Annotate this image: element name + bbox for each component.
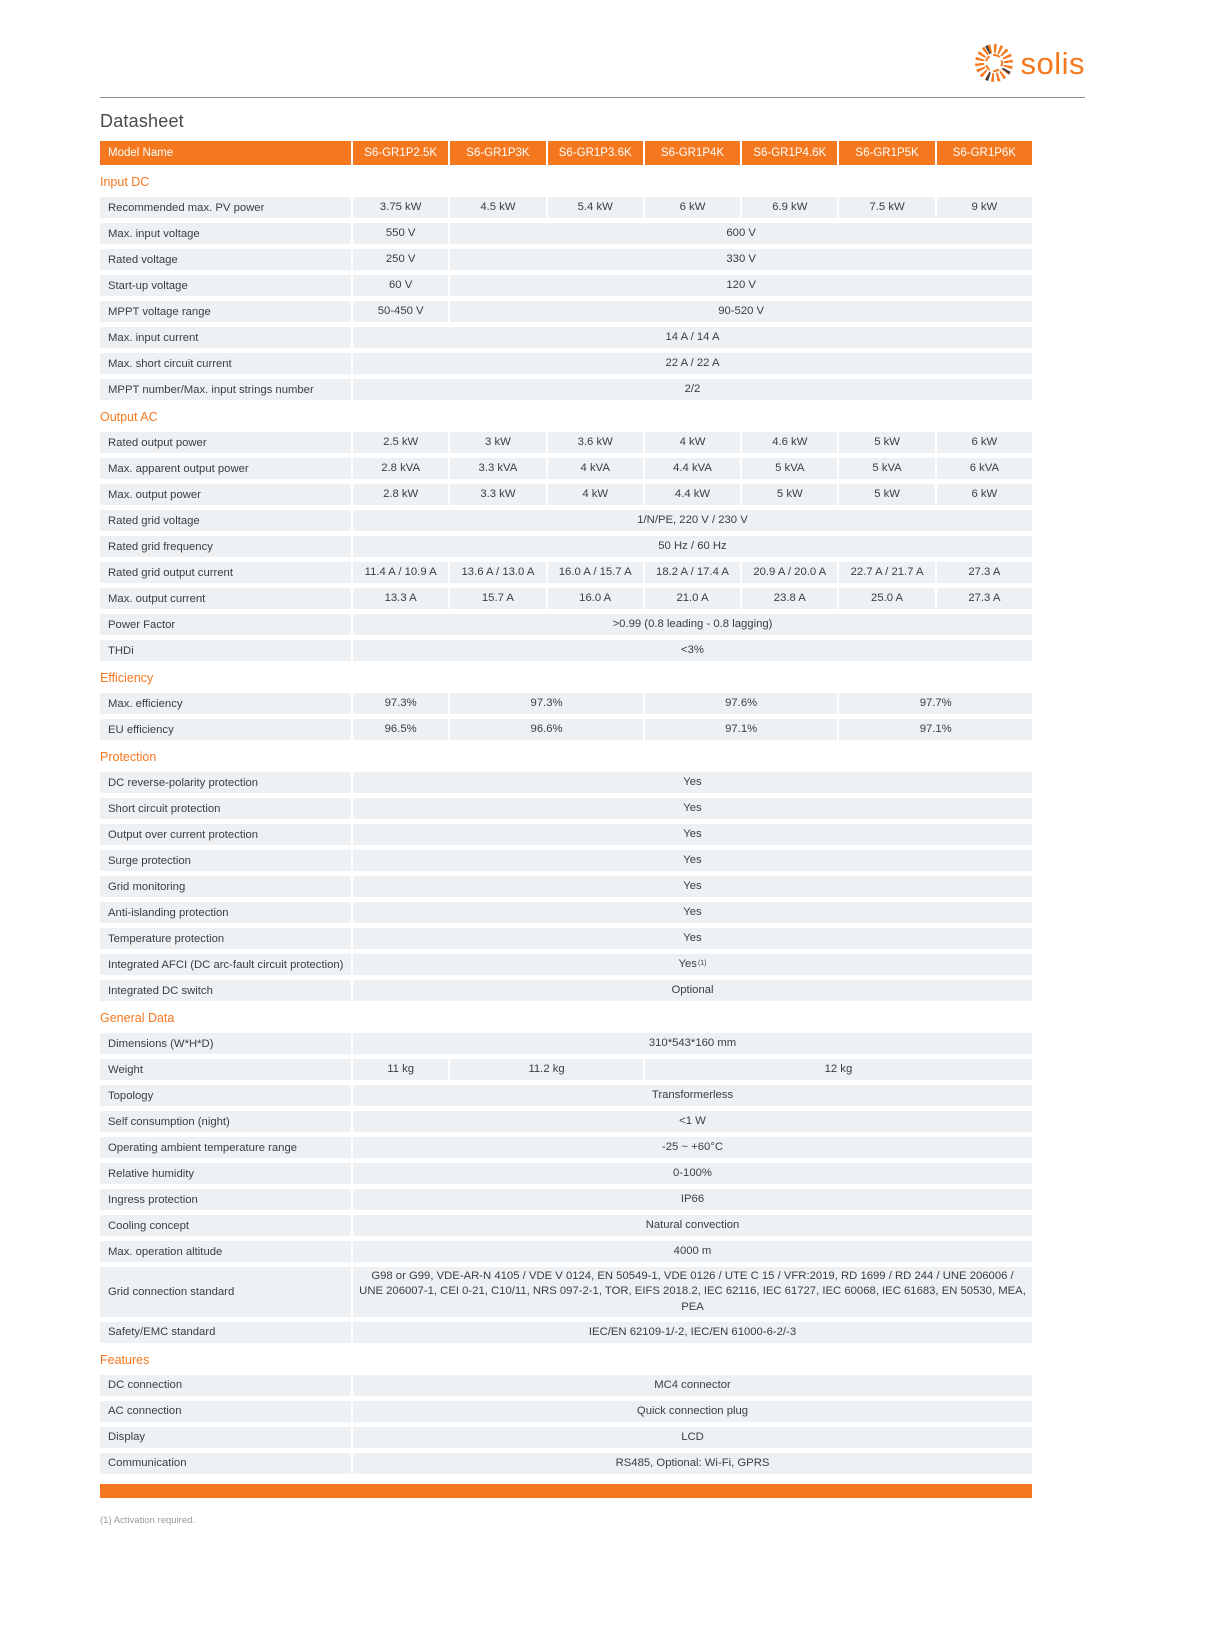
spec-value xyxy=(937,458,1032,479)
spec-value-text: 600 V xyxy=(726,226,756,239)
section-title: Features xyxy=(100,1352,150,1367)
spec-value xyxy=(645,588,740,609)
spec-label: Max. input current xyxy=(100,327,351,348)
spec-value-text: 23.8 A xyxy=(773,591,806,604)
spec-value xyxy=(353,510,1032,531)
spec-value-text: Yes xyxy=(678,957,697,970)
spec-value xyxy=(353,301,448,322)
spec-row xyxy=(100,1375,1032,1396)
spec-row xyxy=(100,197,1032,218)
spec-label: Short circuit protection xyxy=(100,798,351,819)
spec-value xyxy=(353,719,448,740)
spec-value-text: 15.7 A xyxy=(481,591,514,604)
spec-label: Ingress protection xyxy=(100,1189,351,1210)
spec-value xyxy=(548,484,643,505)
section-title: Efficiency xyxy=(100,671,154,685)
spec-value-text: 16.0 A / 15.7 A xyxy=(558,565,632,578)
spec-value xyxy=(353,1085,1032,1106)
spec-value-text: 18.2 A / 17.4 A xyxy=(656,565,729,578)
spec-row xyxy=(100,902,1032,923)
spec-value-text: 4.4 kVA xyxy=(673,461,712,474)
spec-value-text: 16.0 A xyxy=(579,591,612,604)
spec-value xyxy=(353,1267,1032,1317)
spec-value-text: 50 Hz / 60 Hz xyxy=(658,539,727,552)
spec-value xyxy=(353,249,448,270)
spec-value-text: 6 kW xyxy=(971,435,998,448)
model-name-header: Model Name xyxy=(100,141,351,165)
spec-value-text: 0-100% xyxy=(673,1166,712,1179)
spec-value xyxy=(839,432,934,453)
spec-label: Temperature protection xyxy=(100,928,351,949)
spec-label: Max. output current xyxy=(100,588,351,609)
spec-row xyxy=(100,223,1032,244)
spec-value-text: 50-450 V xyxy=(377,304,424,317)
spec-value xyxy=(353,1453,1032,1474)
spec-value xyxy=(353,1322,1032,1343)
page-title: Datasheet xyxy=(100,111,184,131)
spec-label: Max. output power xyxy=(100,484,351,505)
section-title: Input DC xyxy=(100,175,150,189)
spec-value-text: 5 kVA xyxy=(775,461,805,474)
page-header xyxy=(100,44,1085,82)
spec-value-text: 310*543*160 mm xyxy=(648,1036,737,1049)
spec-row xyxy=(100,824,1032,845)
spec-value xyxy=(839,484,934,505)
spec-value xyxy=(645,1059,1032,1080)
spec-label: EU efficiency xyxy=(100,719,351,740)
spec-value-text: 97.7% xyxy=(919,696,952,709)
spec-label: Topology xyxy=(100,1085,351,1106)
spec-value-text: 2/2 xyxy=(684,382,701,395)
spec-value-text: 3.75 kW xyxy=(379,200,422,213)
spec-value xyxy=(353,1401,1032,1422)
spec-label: Relative humidity xyxy=(100,1163,351,1184)
spec-label: Rated grid output current xyxy=(100,562,351,583)
spec-value xyxy=(353,798,1032,819)
solis-wordmark: solis xyxy=(1020,45,1085,81)
spec-value-text: 5 kW xyxy=(776,487,803,500)
spec-label: Max. input voltage xyxy=(100,223,351,244)
solis-logo xyxy=(975,44,1085,82)
spec-row xyxy=(100,275,1032,296)
spec-value-text: <1 W xyxy=(679,1114,706,1127)
spec-row xyxy=(100,1085,1032,1106)
spec-value-text: 11 kg xyxy=(387,1062,415,1075)
spec-row xyxy=(100,928,1032,949)
spec-value-text: Yes xyxy=(683,853,702,866)
spec-table xyxy=(100,175,1208,1474)
spec-value xyxy=(937,432,1032,453)
spec-value xyxy=(450,301,1032,322)
spec-row xyxy=(100,1163,1032,1184)
spec-value-text: 22 A / 22 A xyxy=(665,356,720,369)
spec-value-text: 97.1% xyxy=(919,722,952,735)
spec-label: Start-up voltage xyxy=(100,275,351,296)
spec-value-text: 4000 m xyxy=(673,1244,712,1257)
spec-value-text: MC4 connector xyxy=(654,1378,731,1391)
spec-value xyxy=(353,824,1032,845)
spec-value xyxy=(450,275,1032,296)
spec-label: Communication xyxy=(100,1453,351,1474)
spec-value-text: 4 kW xyxy=(679,435,706,448)
spec-value-text: 97.1% xyxy=(725,722,758,735)
spec-value-text: 4 kW xyxy=(582,487,609,500)
spec-value xyxy=(742,432,837,453)
spec-value xyxy=(450,249,1032,270)
spec-label: Operating ambient temperature range xyxy=(100,1137,351,1158)
spec-row xyxy=(100,379,1032,400)
model-column-header: S6-GR1P4K xyxy=(645,141,740,165)
spec-label: Safety/EMC standard xyxy=(100,1322,351,1343)
spec-value-text: Natural convection xyxy=(645,1218,740,1231)
spec-value xyxy=(548,562,643,583)
spec-value xyxy=(645,693,838,714)
spec-value-text: 21.0 A xyxy=(676,591,709,604)
spec-value-text: >0.99 (0.8 leading - 0.8 lagging) xyxy=(612,617,773,630)
spec-value-text: 60 V xyxy=(389,278,413,291)
spec-value-text: 96.5% xyxy=(384,722,417,735)
spec-value xyxy=(353,1375,1032,1396)
spec-row xyxy=(100,1401,1032,1422)
spec-value-text: 11.2 kg xyxy=(528,1062,565,1075)
spec-value xyxy=(450,223,1032,244)
spec-value-text: 3.3 kVA xyxy=(478,461,518,474)
spec-label: Max. apparent output power xyxy=(100,458,351,479)
spec-row xyxy=(100,693,1032,714)
spec-label: AC connection xyxy=(100,1401,351,1422)
solis-sun-icon xyxy=(975,44,1013,82)
spec-row xyxy=(100,458,1032,479)
spec-value-text: 97.3% xyxy=(384,696,417,709)
spec-value-text: RS485, Optional: Wi-Fi, GPRS xyxy=(615,1456,770,1469)
spec-value xyxy=(548,432,643,453)
spec-value xyxy=(742,458,837,479)
spec-value xyxy=(742,588,837,609)
spec-value-text: 14 A / 14 A xyxy=(665,330,720,343)
spec-label: Rated output power xyxy=(100,432,351,453)
section-title: General Data xyxy=(100,1011,175,1025)
spec-row xyxy=(100,1241,1032,1262)
footnote-ref: (1) xyxy=(697,959,707,967)
spec-value-text: 13.6 A / 13.0 A xyxy=(461,565,535,578)
spec-label: DC connection xyxy=(100,1375,351,1396)
spec-row xyxy=(100,798,1032,819)
spec-label: Rated grid frequency xyxy=(100,536,351,557)
spec-value xyxy=(353,1033,1032,1054)
spec-label: Power Factor xyxy=(100,614,351,635)
spec-row xyxy=(100,562,1032,583)
spec-value-text: 4.5 kW xyxy=(480,200,516,213)
spec-row xyxy=(100,510,1032,531)
spec-row xyxy=(100,353,1032,374)
spec-value xyxy=(645,562,740,583)
spec-row xyxy=(100,1137,1032,1158)
spec-value xyxy=(450,719,643,740)
spec-row xyxy=(100,850,1032,871)
spec-row xyxy=(100,772,1032,793)
spec-value xyxy=(450,432,545,453)
spec-label: Weight xyxy=(100,1059,351,1080)
spec-value xyxy=(839,562,934,583)
spec-label: THDi xyxy=(100,640,351,661)
spec-value xyxy=(353,954,1032,975)
spec-value-text: 11.4 A / 10.9 A xyxy=(364,565,437,578)
spec-row xyxy=(100,588,1032,609)
spec-row xyxy=(100,536,1032,557)
spec-value-text: 2.5 kW xyxy=(383,435,419,448)
spec-value-text: 330 V xyxy=(726,252,756,265)
spec-value xyxy=(937,588,1032,609)
spec-value-text: Yes xyxy=(683,931,702,944)
spec-row xyxy=(100,1033,1032,1054)
spec-label: Max. efficiency xyxy=(100,693,351,714)
spec-value-text: -25 ~ +60°C xyxy=(661,1140,724,1153)
spec-value-text: 5 kW xyxy=(874,487,900,500)
spec-value-text: 96.6% xyxy=(530,722,563,735)
spec-value-text: 2.8 kW xyxy=(383,487,419,500)
spec-row xyxy=(100,484,1032,505)
spec-value-text: LCD xyxy=(681,1430,704,1443)
spec-value xyxy=(353,223,448,244)
spec-value xyxy=(353,1059,448,1080)
spec-value-text: 6 kVA xyxy=(969,461,999,474)
spec-value-text: <3% xyxy=(681,643,704,656)
spec-value-text: 6 kW xyxy=(679,200,706,213)
spec-label: Display xyxy=(100,1427,351,1448)
spec-value xyxy=(742,197,837,218)
spec-value xyxy=(742,484,837,505)
spec-value-text: Quick connection plug xyxy=(636,1404,749,1417)
spec-value-text: 6 kW xyxy=(971,487,998,500)
spec-value xyxy=(548,588,643,609)
spec-row xyxy=(100,301,1032,322)
spec-value xyxy=(353,562,448,583)
spec-value-text: Transformerless xyxy=(651,1088,734,1101)
spec-value xyxy=(937,562,1032,583)
spec-value xyxy=(353,536,1032,557)
spec-value xyxy=(353,327,1032,348)
spec-value xyxy=(353,588,448,609)
spec-row xyxy=(100,719,1032,740)
spec-value xyxy=(353,850,1032,871)
spec-label: Recommended max. PV power xyxy=(100,197,351,218)
spec-row xyxy=(100,249,1032,270)
spec-value-text: Yes xyxy=(683,827,702,840)
spec-value-text: 4 kVA xyxy=(580,461,610,474)
spec-value xyxy=(450,1059,643,1080)
spec-value xyxy=(645,432,740,453)
spec-label: Dimensions (W*H*D) xyxy=(100,1033,351,1054)
spec-value xyxy=(353,980,1032,1001)
spec-row xyxy=(100,1453,1032,1474)
spec-value-text: 27.3 A xyxy=(968,591,1001,604)
spec-value-text: 5.4 kW xyxy=(577,200,613,213)
spec-label: Cooling concept xyxy=(100,1215,351,1236)
spec-value xyxy=(839,719,1032,740)
spec-value-text: 97.3% xyxy=(530,696,563,709)
spec-value xyxy=(645,197,740,218)
footnote: (1) Activation required. xyxy=(100,1514,196,1526)
spec-value-text: 5 kW xyxy=(874,435,900,448)
spec-row xyxy=(100,1111,1032,1132)
spec-label: Integrated DC switch xyxy=(100,980,351,1001)
spec-value xyxy=(353,1189,1032,1210)
model-column-header: S6-GR1P5K xyxy=(839,141,934,165)
spec-label: Grid monitoring xyxy=(100,876,351,897)
spec-value-text: Yes xyxy=(683,775,702,788)
spec-label: Anti-islanding protection xyxy=(100,902,351,923)
spec-value-text: 97.6% xyxy=(725,696,758,709)
spec-value xyxy=(353,876,1032,897)
spec-value-text: 7.5 kW xyxy=(869,200,905,213)
spec-row xyxy=(100,640,1032,661)
spec-value xyxy=(839,588,934,609)
spec-label: Surge protection xyxy=(100,850,351,871)
spec-value-text: 250 V xyxy=(385,252,416,265)
spec-value xyxy=(937,197,1032,218)
spec-value-text: 4.6 kW xyxy=(772,435,808,448)
spec-label: Self consumption (night) xyxy=(100,1111,351,1132)
spec-row xyxy=(100,1189,1032,1210)
spec-value-text: IP66 xyxy=(680,1192,705,1205)
spec-value xyxy=(353,614,1032,635)
spec-value-text: 3.3 kW xyxy=(480,487,516,500)
spec-value xyxy=(353,275,448,296)
spec-label: Rated voltage xyxy=(100,249,351,270)
spec-value-text: 22.7 A / 21.7 A xyxy=(850,565,924,578)
spec-value-text: 3.6 kW xyxy=(577,435,613,448)
spec-row xyxy=(100,954,1032,975)
spec-value-text: 5 kVA xyxy=(872,461,902,474)
spec-value xyxy=(548,197,643,218)
spec-value xyxy=(450,562,545,583)
spec-value xyxy=(450,693,643,714)
spec-value xyxy=(353,432,448,453)
spec-value xyxy=(353,928,1032,949)
spec-label: DC reverse-polarity protection xyxy=(100,772,351,793)
spec-value xyxy=(353,1137,1032,1158)
spec-value xyxy=(450,588,545,609)
spec-value-text: 20.9 A / 20.0 A xyxy=(753,565,827,578)
spec-value xyxy=(353,1111,1032,1132)
spec-row xyxy=(100,614,1032,635)
spec-value xyxy=(353,1241,1032,1262)
spec-label: Integrated AFCI (DC arc-fault circuit protection) xyxy=(100,954,351,975)
spec-value xyxy=(353,1427,1032,1448)
spec-row xyxy=(100,1059,1032,1080)
spec-value-text: 4.4 kW xyxy=(674,487,711,500)
spec-value-text: Yes xyxy=(683,905,702,918)
spec-value xyxy=(839,197,934,218)
model-column-header: S6-GR1P3K xyxy=(450,141,545,165)
spec-label: MPPT number/Max. input strings number xyxy=(100,379,351,400)
spec-row xyxy=(100,1215,1032,1236)
spec-row xyxy=(100,432,1032,453)
spec-value xyxy=(353,1163,1032,1184)
spec-value-text: 12 kg xyxy=(824,1062,853,1075)
spec-value-text: 1/N/PE, 220 V / 230 V xyxy=(637,513,748,526)
spec-value-text: IEC/EN 62109-1/-2, IEC/EN 61000-6-2/-3 xyxy=(588,1325,797,1338)
model-column-header: S6-GR1P6K xyxy=(937,141,1032,165)
spec-row xyxy=(100,1322,1032,1343)
spec-value xyxy=(353,693,448,714)
spec-value xyxy=(548,458,643,479)
spec-value-text: 550 V xyxy=(385,226,416,239)
spec-value-text: 6.9 kW xyxy=(772,200,808,213)
spec-value-text: 25.0 A xyxy=(871,591,904,604)
spec-value xyxy=(839,458,934,479)
spec-label: MPPT voltage range xyxy=(100,301,351,322)
spec-value xyxy=(353,640,1032,661)
spec-label: Output over current protection xyxy=(100,824,351,845)
model-column-header: S6-GR1P4.6K xyxy=(742,141,837,165)
spec-value xyxy=(645,484,740,505)
spec-label: Max. short circuit current xyxy=(100,353,351,374)
bottom-accent-bar xyxy=(100,1484,1032,1498)
spec-value-text: Optional xyxy=(671,983,714,996)
header-divider xyxy=(100,97,1085,98)
model-column-header: S6-GR1P2.5K xyxy=(353,141,448,165)
spec-label: Max. operation altitude xyxy=(100,1241,351,1262)
spec-row xyxy=(100,327,1032,348)
section-title: Output AC xyxy=(100,410,158,424)
spec-label: Rated grid voltage xyxy=(100,510,351,531)
spec-value-text: 13.3 A xyxy=(384,591,417,604)
spec-label: Grid connection standard xyxy=(100,1267,351,1317)
model-column-header: S6-GR1P3.6K xyxy=(548,141,643,165)
spec-value-text: 2.8 kVA xyxy=(381,461,420,474)
spec-value xyxy=(353,197,448,218)
spec-value xyxy=(742,562,837,583)
spec-value-text: 90-520 V xyxy=(718,304,765,317)
spec-value-text: Yes xyxy=(683,801,702,814)
spec-row xyxy=(100,1267,1032,1317)
spec-value-text: Yes xyxy=(683,879,702,892)
spec-value xyxy=(450,484,545,505)
spec-value xyxy=(937,484,1032,505)
spec-row xyxy=(100,980,1032,1001)
spec-value xyxy=(645,458,740,479)
spec-value xyxy=(353,902,1032,923)
spec-value-text: 120 V xyxy=(726,278,756,291)
spec-value xyxy=(353,772,1032,793)
table-header-row xyxy=(100,141,1032,165)
spec-value-text: G98 or G99, VDE-AR-N 4105 / VDE V 0124, EN 50549-1, VDE 0126 / UTE C 15 / VFR:2019, RD 1699 / RD 244 / UNE 206006 / UNE 206007-1, CEI 0-21, C10/11, NRS 097-2-1, TOR, EIFS 2018.2, IEC 62116, IEC 61727, IEC 60068, IEC 61683, EN 50530, MEA, PEA xyxy=(359,1270,1026,1313)
spec-value xyxy=(353,1215,1032,1236)
spec-value-text: 27.3 A xyxy=(968,565,1001,578)
spec-value-text: 3 kW xyxy=(485,435,511,448)
spec-value xyxy=(839,693,1032,714)
spec-row xyxy=(100,1427,1032,1448)
spec-value xyxy=(353,353,1032,374)
spec-row xyxy=(100,876,1032,897)
spec-value xyxy=(353,484,448,505)
spec-value xyxy=(645,719,838,740)
spec-value xyxy=(353,379,1032,400)
spec-value xyxy=(353,458,448,479)
spec-value xyxy=(450,458,545,479)
spec-value xyxy=(450,197,545,218)
spec-value-text: 9 kW xyxy=(971,200,998,213)
section-title: Protection xyxy=(100,750,157,764)
